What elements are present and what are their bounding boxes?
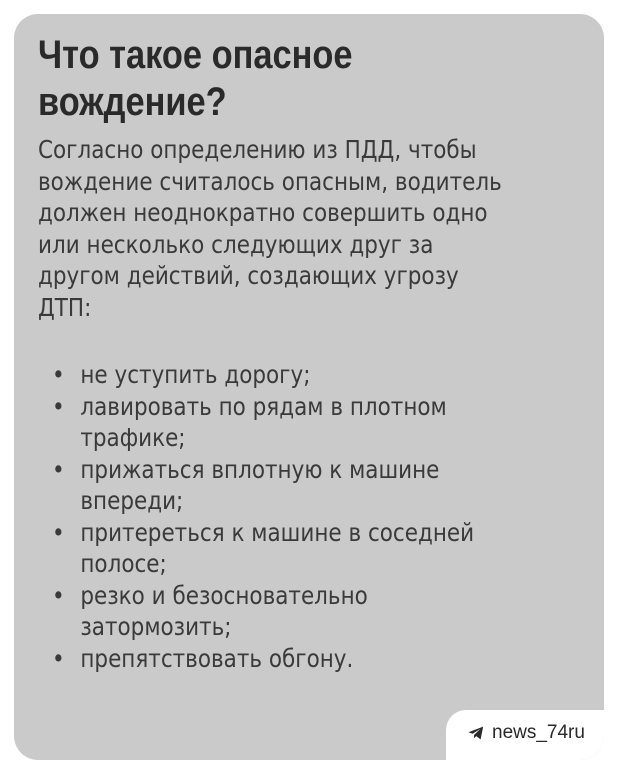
bullet: • [52, 643, 65, 673]
list-item-line: лавировать по рядам в плотном [80, 391, 447, 421]
intro-line: должен неоднократно совершить одно [38, 198, 488, 227]
bullet: • [52, 391, 65, 421]
bullet: • [52, 580, 65, 610]
intro-line: Согласно определению из ПДД, чтобы [38, 135, 477, 164]
list-item-line: затормозить; [80, 612, 232, 641]
card-title [38, 32, 502, 126]
bullet: • [52, 360, 65, 389]
channel-tag[interactable] [446, 710, 604, 760]
list-item-line: не уступить дорогу; [80, 360, 311, 389]
channel-tag-content [468, 722, 585, 744]
list-item-line: притереться к машине в соседней [80, 517, 475, 547]
card-title-line: вождение? [38, 80, 227, 124]
list-item [52, 580, 559, 643]
list-item [52, 359, 559, 391]
list-item [52, 517, 559, 580]
telegram-icon [468, 726, 484, 740]
channel-handle: news_74ru [492, 722, 585, 743]
list-item [52, 643, 559, 675]
list-item [52, 391, 559, 454]
bullet: • [52, 454, 65, 484]
card-title-line: Что такое опасное [38, 33, 353, 77]
list-item-line: впереди; [80, 486, 184, 515]
list-item-line: резко и безосновательно [80, 580, 368, 610]
list-item [52, 454, 559, 517]
intro-paragraph [38, 134, 554, 323]
list-item-line: трафике; [80, 423, 186, 452]
info-card [14, 14, 604, 760]
list-item-line: препятствовать обгону. [80, 643, 354, 673]
intro-line: другом действий, создающих угрозу [38, 261, 459, 290]
intro-line: или несколько следующих друг за [38, 229, 434, 259]
dangerous-actions-list [52, 359, 559, 674]
bullet: • [52, 517, 65, 547]
list-item-line: полосе; [80, 549, 167, 578]
intro-line: ДТП: [38, 292, 92, 322]
list-item-line: прижаться вплотную к машине [80, 454, 440, 484]
intro-line: вождение считалось опасным, водитель [38, 166, 502, 196]
